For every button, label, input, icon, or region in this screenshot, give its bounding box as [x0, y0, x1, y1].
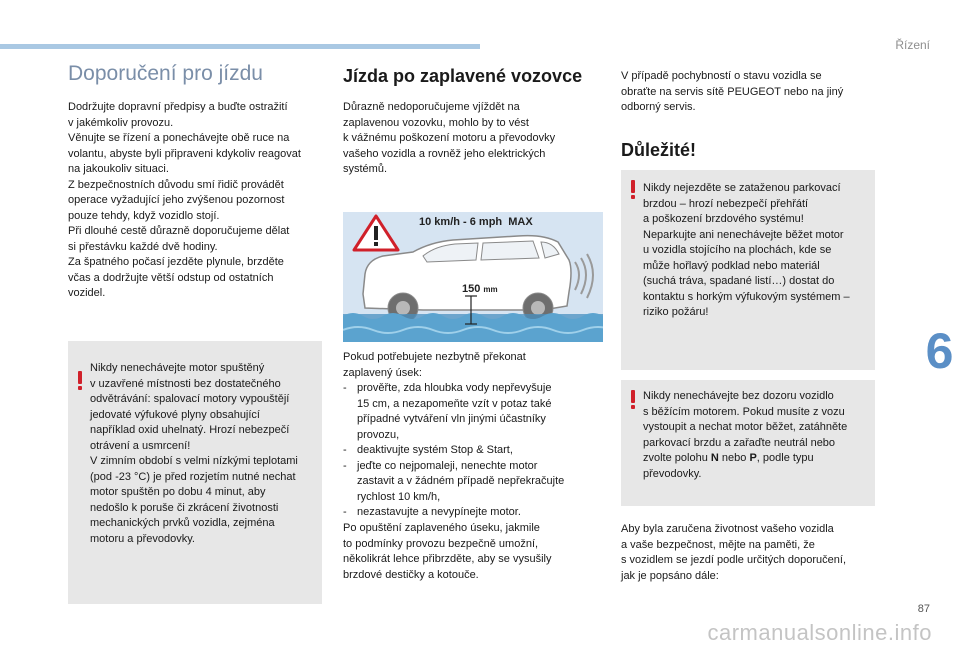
- parking-brake-warning-text: Nikdy nejezděte se zataženou parkovací brzdou – hrozí nebezpečí přehřátí a poškození brzdového systému! Neparkujte ani nenechávejte běžet motor u vozidla stojícího na plochách, kde se může hořlavý podklad nebo materiál (suchá tráva, spadané listí…) dostat do kontaktu s horkým výfukovým systémem – riziko požáru!: [643, 182, 850, 318]
- engine-warning-box: [68, 341, 322, 604]
- warning-icon: [76, 371, 84, 391]
- watermark: carmanualsonline.info: [707, 620, 932, 645]
- flooded-road-title: Jízda po zaplavené vozovce: [343, 66, 583, 86]
- list-item: - deaktivujte systém Stop & Start,: [343, 443, 564, 459]
- unattended-vehicle-warning-text: Nikdy nenechávejte bez dozoru vozidlo s běžícím motorem. Pokud musíte z vozu vystoupit a nechat motor běžet, zatáhněte parkovací brzdu a zařaďte neutrál nebo zvolte polohu N nebo P, podle typu převodovky.: [643, 390, 848, 480]
- driving-advice-title: Doporučení pro jízdu: [68, 62, 263, 85]
- section-name: Řízení: [895, 38, 930, 52]
- outro-note: Aby byla zaručena životnost vašeho vozidla a vaše bezpečnost, mějte na paměti, že s vozidlem se jezdí podle určitých doporučení, jak je popsáno dále:: [621, 523, 847, 582]
- important-title: Důležité!: [621, 140, 697, 160]
- driving-advice-body: Dodržujte dopravní předpisy a buďte ostražití v jakémkoliv provozu. Věnujte se řízení a ponechávejte obě ruce na volantu, abyste byli připraveni kdykoliv reagovat na jakoukoliv situaci. Z bezpečnostních důvodu smí řidič provádět operace vyžadující jeho zvýšenou pozornost pouze tehdy, když vozidlo stojí. Při dlouhé cestě důrazně doporučujeme dělat si přestávku každé dvě hodiny. Za špatného počasí jezděte plynule, brzděte včas a dodržujte větší odstup od ostatních vozidel.: [68, 101, 301, 299]
- flooded-road-after: Po opuštění zaplaveného úseku, jakmile to podmínky provozu bezpečně umožní, několikrát lehce přibrzděte, aby se vysušily brzdové destičky a kotouče.: [343, 522, 552, 581]
- flooded-road-steps: [343, 381, 564, 521]
- max-speed-label: 10 km/h - 6 mph MAX: [419, 216, 533, 228]
- list-item: - jeďte co nejpomaleji, nenechte motor zastavit a v žádném případě nepřekračujte rychlost 10 km/h,: [343, 459, 564, 506]
- warning-icon: [629, 180, 637, 200]
- list-item: - prověřte, zda hloubka vody nepřevyšuje 15 cm, a nezapomeňte vzít v potaz také případné vytváření vln jinými účastníky provozu,: [343, 381, 564, 443]
- chapter-number: 6: [925, 323, 954, 379]
- header-bar: [0, 44, 480, 49]
- flooded-road-lead: Pokud potřebujete nezbytně překonat zaplavený úsek:: [343, 351, 526, 379]
- page-number: 87: [917, 603, 930, 615]
- flooded-road-intro: Důrazně nedoporučujeme vjíždět na zaplavenou vozovku, mohlo by to vést k vážnému poškození motoru a převodovky vašeho vozidla a rovněž jeho elektrických systémů.: [343, 101, 556, 175]
- list-item: - nezastavujte a nevypínejte motor.: [343, 505, 564, 521]
- warning-triangle-icon: [354, 216, 398, 250]
- car-in-water-illustration: [343, 212, 603, 342]
- warning-icon: [629, 390, 637, 410]
- water-depth-value: 150: [462, 283, 481, 295]
- water-depth-unit: mm: [483, 285, 498, 294]
- parking-brake-warning-box: [621, 170, 875, 370]
- unattended-vehicle-warning-box: [621, 380, 875, 506]
- water-depth-label: [462, 283, 498, 295]
- engine-warning-text: Nikdy nenechávejte motor spuštěný v uzavřené místnosti bez dostatečného odvětrávání: spalovací motory vypouštějí jedovaté výfukové plyny obsahující například oxid uhelnatý. Hrozí nebezpečí otrávení a usmrcení! V zimním období s velmi nízkými teplotami (pod -23 °C) je před rozjetím nutné nechat motor spuštěn po dobu 4 minut, aby nedošlo k poruše či zkrácení životnosti mechanických prvků vozidla, zejména motoru a převodovky.: [90, 362, 298, 545]
- service-note: V případě pochybností o stavu vozidla se obraťte na servis sítě PEUGEOT nebo na jiný odborný servis.: [621, 70, 844, 113]
- flooded-road-figure: [343, 212, 603, 342]
